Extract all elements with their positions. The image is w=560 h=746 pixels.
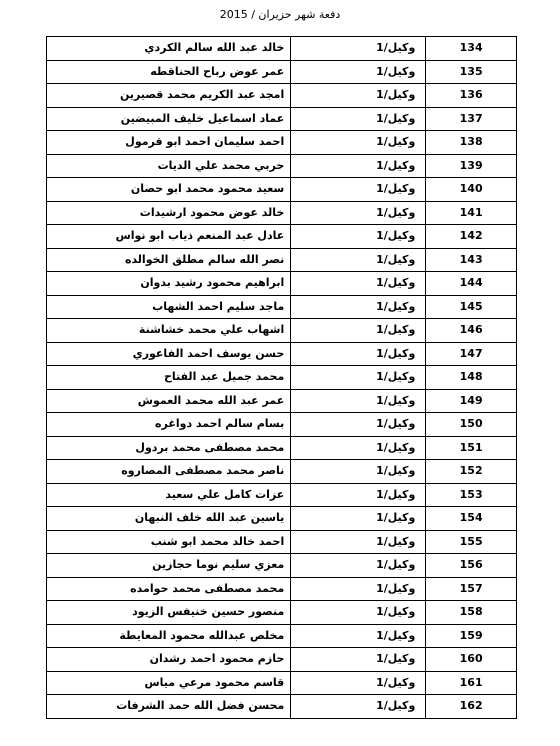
- serial-number-cell: 149: [426, 389, 517, 413]
- table-row: [47, 554, 517, 578]
- rank-cell: وكيل/1: [291, 577, 426, 601]
- rank-cell: وكيل/1: [291, 530, 426, 554]
- rank-cell: وكيل/1: [291, 178, 426, 202]
- name-cell: اشهاب علي محمد خشاشنة: [47, 319, 291, 343]
- serial-number-cell: 153: [426, 483, 517, 507]
- table-row: [47, 530, 517, 554]
- table-row: [47, 483, 517, 507]
- rank-cell: وكيل/1: [291, 319, 426, 343]
- serial-number-cell: 141: [426, 201, 517, 225]
- rank-cell: وكيل/1: [291, 695, 426, 719]
- table-row: [47, 601, 517, 625]
- name-cell: بسام سالم احمد دواغره: [47, 413, 291, 437]
- rank-cell: وكيل/1: [291, 225, 426, 249]
- serial-number-cell: 140: [426, 178, 517, 202]
- rank-cell: وكيل/1: [291, 154, 426, 178]
- table-row: [47, 131, 517, 155]
- serial-number-cell: 135: [426, 60, 517, 84]
- name-cell: عادل عبد المنعم ذياب ابو نواس: [47, 225, 291, 249]
- rank-cell: وكيل/1: [291, 201, 426, 225]
- table-row: [47, 272, 517, 296]
- rank-cell: وكيل/1: [291, 483, 426, 507]
- name-cell: ناصر محمد مصطفى المصاروه: [47, 460, 291, 484]
- table-row: [47, 154, 517, 178]
- table-row: [47, 671, 517, 695]
- table-row: [47, 84, 517, 108]
- serial-number-cell: 156: [426, 554, 517, 578]
- rank-cell: وكيل/1: [291, 60, 426, 84]
- name-cell: امجد عبد الكريم محمد قصيرين: [47, 84, 291, 108]
- table-row: [47, 624, 517, 648]
- rank-cell: وكيل/1: [291, 624, 426, 648]
- serial-number-cell: 155: [426, 530, 517, 554]
- name-cell: حازم محمود احمد رشدان: [47, 648, 291, 672]
- table-row: [47, 507, 517, 531]
- table-row: [47, 319, 517, 343]
- name-cell: ياسين عبد الله خلف النبهان: [47, 507, 291, 531]
- rank-cell: وكيل/1: [291, 507, 426, 531]
- serial-number-cell: 137: [426, 107, 517, 131]
- table-row: [47, 225, 517, 249]
- rank-cell: وكيل/1: [291, 460, 426, 484]
- rank-cell: وكيل/1: [291, 671, 426, 695]
- table-row: [47, 577, 517, 601]
- rank-cell: وكيل/1: [291, 131, 426, 155]
- table-row: [47, 648, 517, 672]
- rank-cell: وكيل/1: [291, 366, 426, 390]
- name-cell: عمر عوض رباح الحناقطه: [47, 60, 291, 84]
- rank-cell: وكيل/1: [291, 342, 426, 366]
- name-cell: قاسم محمود مرعي مياس: [47, 671, 291, 695]
- name-cell: خالد عوض محمود ارشيدات: [47, 201, 291, 225]
- serial-number-cell: 160: [426, 648, 517, 672]
- name-cell: سعيد محمود محمد ابو حصان: [47, 178, 291, 202]
- name-cell: حربي محمد علي الديات: [47, 154, 291, 178]
- name-cell: عمر عبد الله محمد العموش: [47, 389, 291, 413]
- name-cell: احمد سليمان احمد ابو قرمول: [47, 131, 291, 155]
- serial-number-cell: 152: [426, 460, 517, 484]
- table-row: [47, 201, 517, 225]
- name-cell: نصر الله سالم مطلق الخوالده: [47, 248, 291, 272]
- name-cell: محسن فضل الله حمد الشرفات: [47, 695, 291, 719]
- name-cell: خالد عبد الله سالم الكردي: [47, 37, 291, 61]
- serial-number-cell: 139: [426, 154, 517, 178]
- roster-body: [47, 37, 517, 719]
- serial-number-cell: 145: [426, 295, 517, 319]
- serial-number-cell: 154: [426, 507, 517, 531]
- page-title: دفعة شهر حزيران / 2015: [219, 8, 341, 21]
- table-row: [47, 460, 517, 484]
- roster-table: [46, 36, 517, 719]
- table-row: [47, 295, 517, 319]
- serial-number-cell: 158: [426, 601, 517, 625]
- rank-cell: وكيل/1: [291, 107, 426, 131]
- rank-cell: وكيل/1: [291, 272, 426, 296]
- rank-cell: وكيل/1: [291, 413, 426, 437]
- table-row: [47, 107, 517, 131]
- serial-number-cell: 150: [426, 413, 517, 437]
- name-cell: مخلص عبدالله محمود المعايطة: [47, 624, 291, 648]
- name-cell: احمد خالد محمد ابو شنب: [47, 530, 291, 554]
- rank-cell: وكيل/1: [291, 84, 426, 108]
- rank-cell: وكيل/1: [291, 389, 426, 413]
- table-row: [47, 178, 517, 202]
- table-row: [47, 248, 517, 272]
- serial-number-cell: 148: [426, 366, 517, 390]
- rank-cell: وكيل/1: [291, 37, 426, 61]
- rank-cell: وكيل/1: [291, 295, 426, 319]
- table-row: [47, 413, 517, 437]
- name-cell: محمد مصطفى محمد حوامده: [47, 577, 291, 601]
- serial-number-cell: 143: [426, 248, 517, 272]
- serial-number-cell: 138: [426, 131, 517, 155]
- name-cell: ماجد سليم احمد الشهاب: [47, 295, 291, 319]
- serial-number-cell: 151: [426, 436, 517, 460]
- serial-number-cell: 144: [426, 272, 517, 296]
- table-row: [47, 37, 517, 61]
- serial-number-cell: 146: [426, 319, 517, 343]
- name-cell: حسن يوسف احمد الفاعوري: [47, 342, 291, 366]
- name-cell: عماد اسماعيل خليف المبيضين: [47, 107, 291, 131]
- name-cell: محمد مصطفى محمد بردول: [47, 436, 291, 460]
- name-cell: معزي سليم نوما حجازين: [47, 554, 291, 578]
- rank-cell: وكيل/1: [291, 436, 426, 460]
- table-row: [47, 366, 517, 390]
- serial-number-cell: 161: [426, 671, 517, 695]
- table-row: [47, 389, 517, 413]
- name-cell: منصور حسين خنيفس الزيود: [47, 601, 291, 625]
- rank-cell: وكيل/1: [291, 554, 426, 578]
- serial-number-cell: 134: [426, 37, 517, 61]
- table-row: [47, 695, 517, 719]
- serial-number-cell: 159: [426, 624, 517, 648]
- rank-cell: وكيل/1: [291, 648, 426, 672]
- serial-number-cell: 147: [426, 342, 517, 366]
- serial-number-cell: 142: [426, 225, 517, 249]
- table-row: [47, 342, 517, 366]
- name-cell: محمد جميل عبد الفتاح: [47, 366, 291, 390]
- serial-number-cell: 157: [426, 577, 517, 601]
- rank-cell: وكيل/1: [291, 248, 426, 272]
- table-row: [47, 60, 517, 84]
- name-cell: ابراهيم محمود رشيد بدوان: [47, 272, 291, 296]
- table-row: [47, 436, 517, 460]
- name-cell: عزات كامل علي سعيد: [47, 483, 291, 507]
- rank-cell: وكيل/1: [291, 601, 426, 625]
- serial-number-cell: 162: [426, 695, 517, 719]
- serial-number-cell: 136: [426, 84, 517, 108]
